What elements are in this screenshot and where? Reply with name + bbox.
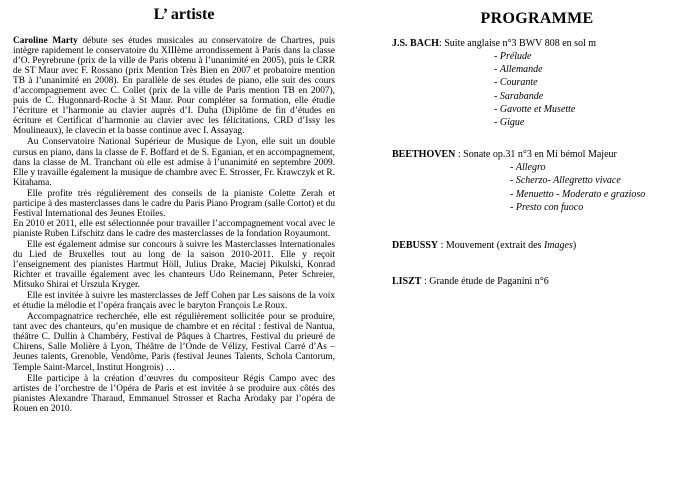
programme-item-bach [392, 37, 692, 129]
programme-title: PROGRAMME [480, 10, 594, 27]
movement-item [392, 76, 692, 89]
movement-item [392, 103, 692, 116]
work-line [392, 239, 692, 252]
dash: - [494, 77, 500, 89]
movement-title: Presto con fuoco [515, 201, 584, 213]
work-line [392, 275, 692, 288]
dash: - [494, 117, 500, 129]
composer-name: LISZT [392, 276, 422, 288]
movement-title: Gavotte et Musette [499, 103, 576, 115]
composer-name: J.S. BACH [392, 38, 439, 49]
dash: - [494, 90, 500, 102]
programme-item-beethoven [392, 148, 692, 214]
work-title: : Sonate op.31 n°3 en Mi bémol Majeur [455, 149, 617, 161]
bio-paragraph: Accompagnatrice recherchée, elle est régulièrement sollicitée pour se produire, tant avec des chanteurs, qu’en musique de chambre et en récital : festival de Nantua, théâtre C. Dullin à Chambéry, Festival de Pâques à Chartres, Festival du prieuré de Chirens, Salle Molière à Lyon, Théâtre de l’Onde de Vélizy, Festival Carré d’As – Jeunes talents, Grenoble, Vendôme, Paris (festival Jeunes Talents, Schola Cantorum, Temple Saint-Marcel, Institut Hongrois) … [13, 312, 335, 373]
bio-paragraph: Elle profite très régulièrement des conseils de la pianiste Colette Zerah et participe à des masterclasses dans le cadre du Paris Piano Program (salle Cortot) et du Festival International des Jeunes Etoiles. [13, 188, 335, 219]
bio-paragraph: Elle participe à la création d’œuvres du compositeur Régis Campo avec des artistes de l’orchestre de l’Opéra de Paris et est invitée à se produire aux côtés des pianistes Alexandre Tharaud, Emmanuel Strosser et Racha Arodaky par l’opéra de Rouen en 2010. [13, 373, 335, 414]
work-title-italic: Images [543, 240, 573, 252]
artist-column [13, 6, 335, 414]
movement-item [392, 161, 692, 174]
bio-text: débute ses études musicales au conservatoire de Chartres, puis intègre rapidement le conservatoire du XIIIème arrondissement à Paris dans la classe d’O. Peyrebrune (prix de la ville de Paris obtenu à l’unanimité en 2005), puis le CRR de ST Maur avec F. Rossano (prix Mention Très Bien en 2007 et probatoire mention TB à l’unanimité en 2008). En parallèle de ses études de piano, elle suit des cours d’accompagnement avec C. Collet (prix de la ville de Paris mention TB en 2007), puis de C. Hugonnard-Roche à St Maur. Pour compléter sa formation, elle étudie l’écriture et l’harmonie au clavier auprès d’I. Duha (Diplôme de fin d’études en écriture et Certificat d’harmonie au clavier avec les félicitations, CRD d’Issy les Moulineaux), le clavecin et la basse continue avec I. Assayag. [13, 36, 335, 137]
bio-paragraph: En 2010 et 2011, elle est sélectionnée pour travailler l’accompagnement vocal avec le pianiste Ruben Lifschitz dans le cadre des masterclasses de la fondation Royaumont. [13, 218, 335, 239]
work-title: : Suite anglaise n°3 BWV 808 en sol m [438, 38, 597, 49]
movement-title: Allemande [499, 64, 543, 76]
movement-title: Courante [499, 77, 538, 89]
bio-paragraph [13, 36, 335, 136]
dash: - [494, 51, 500, 62]
work-title: : Mouvement (extrait des [438, 240, 544, 252]
dash: - [510, 188, 516, 200]
dash: - [494, 103, 500, 115]
movement-item [392, 63, 692, 76]
movement-item [392, 90, 692, 103]
work-line [392, 37, 692, 50]
dash: - [494, 64, 500, 76]
bio-paragraph: Elle est également admise sur concours à suivre les Masterclasses Internationales du Lied de Bruxelles tout au long de la saison 2010-2011. Elle y reçoit l’enseignement des pianistes Hartmut Höll, Julius Drake, Maciej Pikulski, Konrad Richter et travaille également avec les chanteurs Udo Reinemann, Peter Schreier, Mitsuko Shirai et Urszula Kryger. [13, 239, 335, 291]
dash: - [510, 201, 516, 213]
composer-name: BEETHOVEN [392, 149, 456, 161]
artist-biography [13, 36, 335, 414]
dash: - [510, 162, 516, 174]
artist-title: L’ artiste [153, 6, 215, 23]
movement-title: Prélude [499, 51, 532, 62]
movement-list [392, 161, 692, 214]
work-line [392, 148, 692, 161]
movement-title: Gigue [499, 117, 525, 129]
movement-item [392, 174, 692, 187]
work-title-suffix: ) [572, 240, 577, 252]
movement-list [392, 50, 692, 129]
dash: - [510, 175, 516, 187]
bio-paragraph: Elle est invitée à suivre les masterclasses de Jeff Cohen par Les saisons de la voix et étudie la mélodie et l’opéra français avec le baryton François Le Roux. [13, 291, 335, 312]
movement-title: Scherzo- Allegretto vivace [515, 175, 621, 187]
programme-item-debussy [392, 239, 692, 252]
movement-title: Menuetto - Moderato e grazioso [515, 188, 646, 200]
programme-item-liszt [392, 275, 692, 288]
artist-name: Caroline Marty [13, 36, 78, 46]
movement-item [392, 201, 692, 214]
movement-item [392, 50, 692, 63]
bio-paragraph: Au Conservatoire National Supérieur de Musique de Lyon, elle suit un double cursus en piano, dans la classe de F. Boffard et de S. Eganian, et en accompagnement, dans la classe de M. Tranchant où elle est admise à l’unanimité en septembre 2009. Elle y travaille également la musique de chambre avec E. Strosser, Fr. Krawczyk et R. Kitahama. [13, 137, 335, 188]
programme-column [392, 10, 692, 288]
movement-title: Allegro [515, 162, 546, 174]
composer-name: DEBUSSY [392, 240, 439, 252]
movement-item [392, 188, 692, 201]
movement-item [392, 116, 692, 129]
movement-title: Sarabande [499, 90, 544, 102]
work-title: : Grande étude de Paganini n°6 [421, 276, 549, 288]
